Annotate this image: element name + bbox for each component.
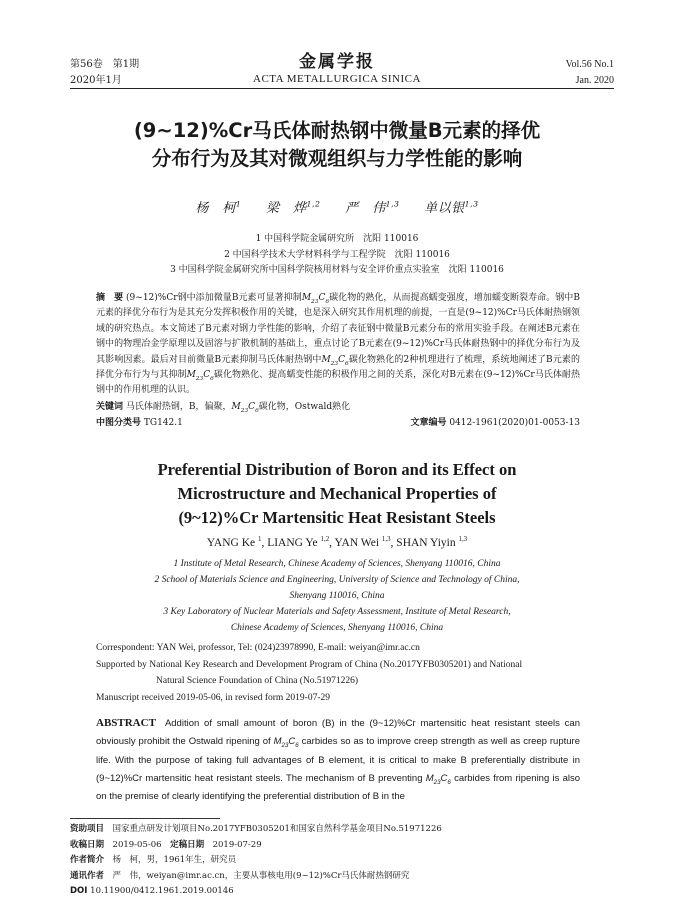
article-meta-en — [96, 640, 580, 706]
abstract-en-label: ABSTRACT — [96, 717, 156, 729]
footnote-author-bio: 作者简介 杨 柯，男，1961年生，研究员 — [70, 855, 237, 865]
affiliation-en: 1 Institute of Metal Research, Chinese Academy of Sciences, Shenyang 110016, China — [173, 559, 501, 569]
title-cn-line-1: (9~12)%Cr马氏体耐热钢中微量B元素的择优 — [133, 119, 541, 142]
affiliations-cn — [0, 232, 674, 279]
keywords-cn: 关键词 马氏体耐热钢，B，偏聚，$M_{23}C_6$碳化物，Ostwald熟化 — [96, 402, 351, 414]
footnote-divider — [70, 818, 220, 819]
author-cn: 单以银$^{1,3}$ — [424, 199, 479, 216]
correspondent: Correspondent: YAN Wei, professor, Tel: (024)23978990, E-mail: weiyan@imr.ac.cn — [96, 643, 420, 653]
date-cn: 2020年1月 — [70, 75, 122, 86]
title-en-line-3: (9~12)%Cr Martensitic Heat Resistant Steels — [178, 508, 496, 527]
volume-cn: 第56卷 第1期 — [70, 59, 140, 70]
footnote-funding: 资助项目 国家重点研发计划项目No.2017YFB0305201和国家自然科学基金项目No.51971226 — [70, 824, 442, 834]
author-cn: 梁 烨$^{1,2}$ — [266, 199, 321, 216]
author-cn: 严 伟$^{1,3}$ — [345, 199, 400, 216]
title-cn-line-2: 分布行为及其对微观组织与力学性能的影响 — [151, 147, 523, 170]
header-volume-en — [566, 57, 614, 89]
header-divider — [70, 88, 614, 89]
author-cn: 杨 柯$^1$ — [195, 199, 242, 216]
authors-cn — [0, 197, 674, 216]
volume-en: Vol.56 No.1 — [565, 59, 614, 70]
author-en: YANG Ke $^1$ — [206, 536, 262, 549]
keywords-cn-label: 关键词 — [96, 402, 124, 412]
article-number: 文章编号 0412-1961(2020)01-0053-13 — [410, 418, 580, 428]
footnote-dates: 收稿日期 2019-05-06 定稿日期 2019-07-29 — [70, 839, 262, 850]
supported-by-cont: Natural Science Foundation of China (No.51971226) — [156, 676, 359, 686]
affiliation-en: Shenyang 110016, China — [289, 591, 385, 601]
footnote-doi: DOI 10.11900/0412.1961.2019.00146 — [70, 886, 234, 896]
affiliation-en: 3 Key Laboratory of Nuclear Materials and Safety Assessment, Institute of Metal Research, — [163, 607, 511, 617]
affiliation-cn: 3 中国科学院金属研究所中国科学院核用材料与安全评价重点实验室 沈阳 110016 — [170, 265, 504, 275]
date-en: Jan. 2020 — [575, 75, 614, 86]
manuscript-dates: Manuscript received 2019-05-06, in revised form 2019-07-29 — [96, 692, 331, 703]
journal-name-cn: 金属学报 — [299, 52, 375, 72]
classification-row — [96, 416, 580, 431]
affiliation-en: 2 School of Materials Science and Engineering, University of Science and Technology of China, — [154, 575, 520, 585]
author-en: LIANG Ye $^{1,2}$ — [267, 536, 330, 549]
classification-label: 中图分类号 — [96, 418, 142, 428]
footnotes — [70, 822, 590, 900]
affiliation-en: Chinese Academy of Sciences, Shenyang 110016, China — [230, 623, 444, 633]
authors-en: YANG Ke $^1$, LIANG Ye $^{1,2}$, YAN Wei $^{1,3}$, SHAN Yiyin $^{1,3}$ — [206, 536, 468, 549]
author-en: SHAN Yiyin $^{1,3}$ — [396, 536, 468, 549]
title-en-line-2: Microstructure and Mechanical Properties of — [177, 484, 497, 503]
affiliation-cn: 1 中国科学院金属研究所 沈阳 110016 — [255, 234, 419, 244]
title-cn — [0, 117, 674, 173]
abstract-en: ABSTRACT Addition of small amount of boron (B) in the (9~12)%Cr martensitic heat resistant steels can obviously prohibit the Ostwald ripening of $M_{23}C_6$ carbides so as to improve creep strength as well as creep rupture life. With the purpose of taking full advantages of B element, it is critical to make B preferentially distribute in (9~12)%Cr martensitic heat resistant steels. The mechanism of B preventing $M_{23}C_6$ carbides from ripening is also on the premise of clearly identifying the preferential distribution of B in the — [96, 717, 581, 803]
footnote-corresponding: 通讯作者 严 伟，weiyan@imr.ac.cn，主要从事核电用(9~12)%Cr马氏体耐热钢研究 — [70, 870, 410, 881]
author-en: YAN Wei $^{1,3}$ — [334, 536, 391, 549]
supported-by: Supported by National Key Research and Development Program of China (No.2017YFB0305201) and National — [96, 659, 523, 670]
affiliation-cn: 2 中国科学技术大学材料科学与工程学院 沈阳 110016 — [224, 249, 450, 260]
classification-value: TG142.1 — [143, 418, 183, 428]
affiliations-en — [0, 556, 674, 636]
abstract-cn: 摘 要 (9~12)%Cr钢中添加微量B元素可显著抑制$M_{23}C_6$碳化物的熟化，从而提高蠕变强度，增加蠕变断裂寿命。钢中B元素的择优分布行为是其充分发挥积极作用的关键，也是深入研究其作用机理的前提，一直是(9~12)%Cr马氏体耐热钢领域的研究热点。本文简述了B元素对钢力学性能的影响，介绍了表征钢中微量B元素分布的常用实验手段。在阐述B元素在钢中的物理冶金学原理以及固溶与扩散机制的基础上，重点讨论了B元素在(9~12)%Cr马氏体耐热钢中的择优分布行为及其影响因素。最后对目前微量B元素抑制马氏体耐热钢中$M_{23}C_6$碳化物熟化的2种机理进行了梳理，系统地阐述了B元素的择优分布行为与其抑制$M_{23}C_6$碳化物熟化、提高蠕变性能的积极作用之间的关系，深化对B元素在(9~12)%Cr马氏体耐热钢中的作用机理的认识。 — [96, 293, 580, 396]
journal-name-en: ACTA METALLURGICA SINICA — [253, 73, 421, 85]
title-en-line-1: Preferential Distribution of Boron and its Effect on — [157, 460, 517, 479]
abstract-cn-label: 摘 要 — [96, 293, 124, 303]
title-en — [0, 458, 674, 530]
